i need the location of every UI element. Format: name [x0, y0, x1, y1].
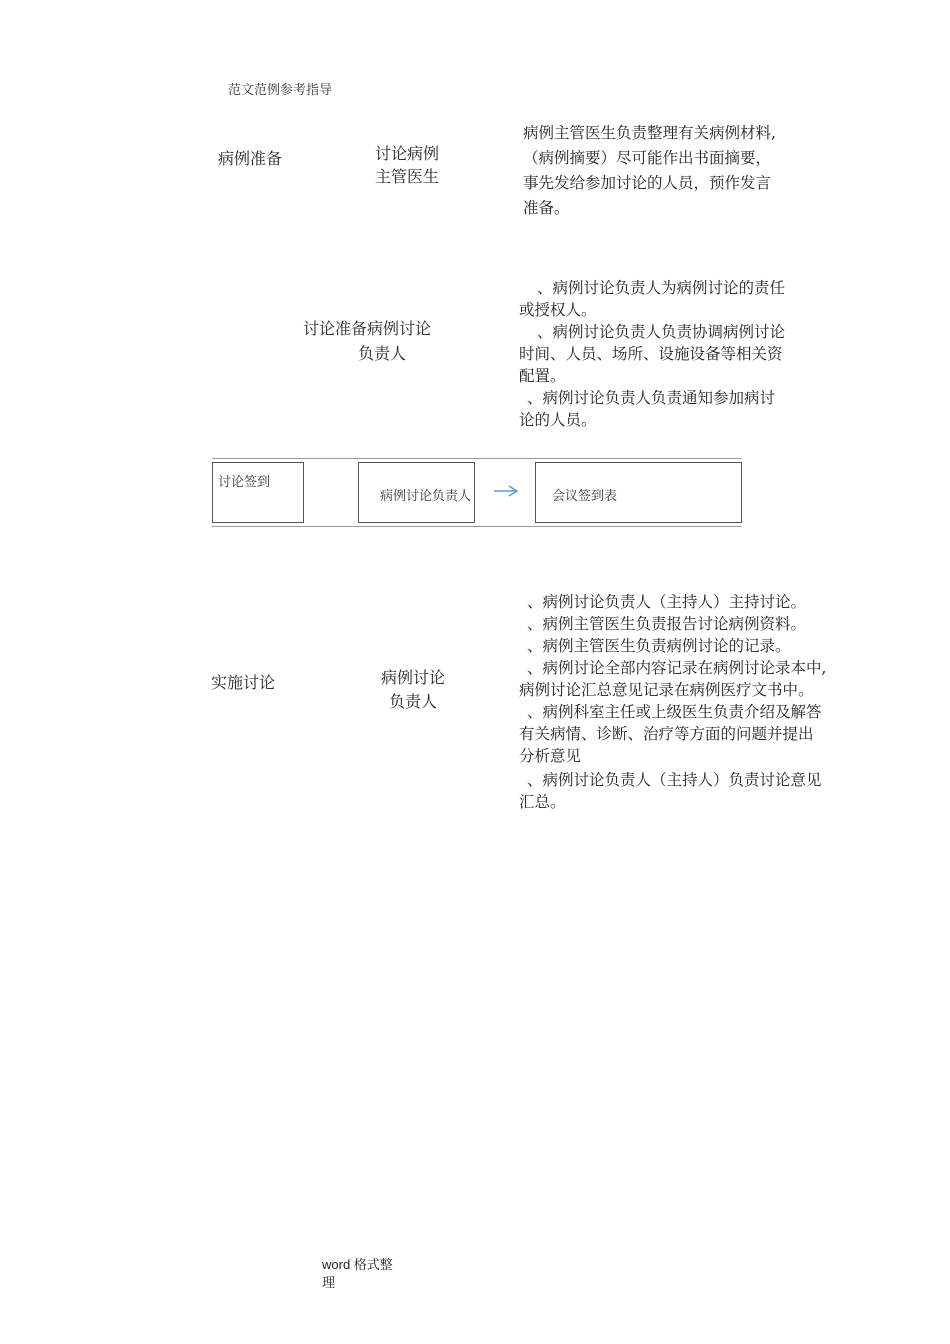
owner-discussion-prep	[303, 316, 441, 366]
owner-conduct	[372, 666, 454, 714]
desc-line: 、病例讨论负责人（主持人）负责讨论意见	[527, 771, 822, 789]
step-label-case-prep: 病例准备	[218, 149, 283, 168]
owner-line: 负责人	[388, 692, 437, 711]
desc-line: 、病例讨论负责人（主持人）主持讨论。	[527, 593, 807, 611]
desc-conduct	[519, 591, 826, 813]
desc-line: 、病例主管医生负责报告讨论病例资料。	[527, 615, 807, 633]
owner-line: 负责人	[357, 344, 406, 363]
desc-line: 、病例讨论负责人负责通知参加病讨	[527, 389, 776, 407]
arrow-right-icon	[492, 483, 520, 499]
desc-line: 配置。	[519, 367, 566, 385]
desc-line: 、病例讨论负责人为病例讨论的责任	[537, 279, 786, 297]
step-box-signin	[212, 462, 304, 523]
desc-line: 病例主管医生负责整理有关病例材料,	[523, 124, 776, 142]
owner-line: 讨论病例	[374, 144, 439, 163]
step-box-label: 讨论签到	[218, 475, 271, 490]
desc-line: 有关病情、诊断、治疗等方面的问题并提出	[519, 725, 814, 743]
doc-box-label: 会议签到表	[552, 489, 618, 504]
owner-case-prep	[366, 142, 448, 188]
desc-line: 时间、人员、场所、设施设备等相关资	[519, 345, 783, 363]
desc-line: 论的人员。	[519, 411, 597, 429]
desc-line: 准备。	[523, 199, 570, 217]
desc-line: 、病例科室主任或上级医生负责介绍及解答	[527, 703, 822, 721]
owner-box-signin	[358, 462, 475, 523]
desc-line: 或授权人。	[519, 301, 597, 319]
desc-line: 、病例主管医生负责病例讨论的记录。	[527, 637, 791, 655]
owner-box-label: 病例讨论负责人	[380, 489, 472, 504]
desc-line: 汇总。	[519, 793, 566, 811]
owner-line: 主管医生	[374, 167, 439, 186]
page-footer: word 格式整理	[322, 1257, 393, 1290]
desc-line: 、病例讨论负责人负责协调病例讨论	[537, 323, 786, 341]
desc-line: （病例摘要）尽可能作出书面摘要，	[523, 149, 772, 167]
desc-line: 、病例讨论全部内容记录在病例讨论录本中,	[527, 659, 827, 677]
owner-line: 病例讨论	[380, 668, 445, 687]
step-label-conduct: 实施讨论	[211, 673, 276, 692]
desc-line: 病例讨论汇总意见记录在病例医疗文书中。	[519, 681, 814, 699]
desc-line: 事先发给参加讨论的人员，预作发言	[523, 174, 772, 192]
doc-box-signin-sheet	[535, 462, 742, 523]
page-header: 范文范例参考指导	[228, 83, 333, 98]
desc-case-prep	[523, 121, 776, 221]
step-owner-line: 讨论准备病例讨论	[303, 319, 432, 338]
desc-line: 分析意见	[519, 747, 582, 765]
desc-discussion-prep	[519, 277, 785, 431]
